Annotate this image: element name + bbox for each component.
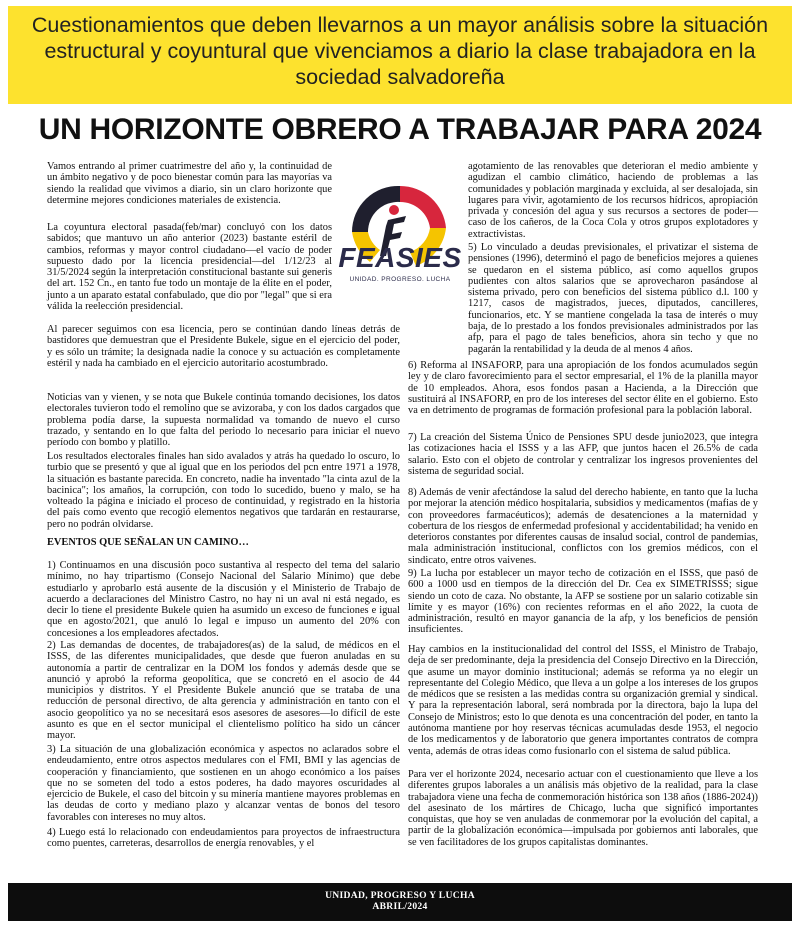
paragraph-electoral: La coyuntura electoral pasada(feb/mar) concluyó con los datos sabidos; que mantuvo un año anterior (2023) bastante estéril de cambios, reformas y mayor control ciudadano—el vacío de poder supuesto dado por la licencia presidencial—del 1/12/23 al 31/5/2024 según la interpretación constitucional bastante sui generis del art. 152 Cn., en tanto fue todo un montaje de la élite en el poder, junto a un aparato estatal confabulado, que dio por "legal" que si era válida la reelección presidencial. <box>47 222 332 313</box>
page-title: UN HORIZONTE OBRERO A TRABAJAR PARA 2024 <box>38 113 762 146</box>
paragraph-isss: Hay cambios en la institucionalidad del control del ISSS, el Ministro de Trabajo, deja de ser predominante, deja la presidencia del Consejo Directivo en la Dirección, que asume un mayor dominio institucional; además se reforma ya no elegir un representante del Colegio Médico, que lleva a un golpe a los intereses de los grupos de médicos que se resisten a las medidas contra su organización gremial y sindical. Y para la representación laboral, será nombrada por la directora, bajo la lupa del Consejo de Ministros; esto lo que denota es una concentración del poder, en tanto la autónoma mantiene por hoy reservas técnicas acumuladas desde 1953, el negocio de los medicamentos y de laboratorio que genera importantes contratos de compra venta, además de otras ideas como fusionarlo con el sistema de salud pública. <box>408 644 758 757</box>
section-heading: EVENTOS QUE SEÑALAN UN CAMINO… <box>47 537 249 548</box>
logo-tagline: UNIDAD. PROGRESO. LUCHA <box>349 276 451 283</box>
event-7: 7) La creación del Sistema Único de Pensiones SPU desde junio2023, que integra las cotizaciones hacia el ISSS y a las AFP, que juntos hacen el 26.5% de cada salario. Esto con el objeto de controlar y centralizar los ingresos provenientes del sistema de seguridad social. <box>408 432 758 477</box>
event-1: 1) Continuamos en una discusión poco sustantiva al respecto del tema del salario mínimo, no hay tripartismo (Consejo Nacional del Salario Mínimo) que debe estudiarlo y aprobarlo está ausente de la discusión y el Ministerio de Trabajo de acuerdo a declaraciones del Ministro Castro, no hay ni un aval ni está negado, es decir lo tiene el presidente Bukele quien ha asumido un exceso de funciones e igual que en agosto/2021, que anuló lo legal e impuso un aumento del 20% con concesiones a los empleadores afectados. <box>47 560 400 639</box>
header-banner <box>8 6 792 104</box>
paragraph-licencia: Al parecer seguimos con esa licencia, pero se continúan dando líneas detrás de bastidores que demuestran que el Presidente Bukele, sigue en el ejercicio del poder, y es sólo un trámite; la designada nadie la conoce y su actuación es completamente estéril y nada ha cambiado en el ejercicio autoritario acostumbrado. <box>47 324 400 369</box>
event-4: 4) Luego está lo relacionado con endeudamientos para proyectos de infraestructura como puentes, carreteras, desarrollos de energía renovables, y el <box>47 827 400 850</box>
event-2: 2) Las demandas de docentes, de trabajadores(as) de la salud, de médicos en el ISSS, de las diferentes municipalidades, que desde que fueron anuladas en su autonomía a partir de centralizar en la DOM los fondos y además desde que se anunció y aprobó la reforma geopolítica, que se concretó en el asocio de 44 municipios y distritos. Y el Presidente Bukele anunció que se trataba de una reducción de personal directivo, de alta gerencia y administración en tanto con el asocio geopolítico ya no se necesitará esos asesores de asesores—lo difícil de este asunto es que en el sector municipal el clientelismo político ha sido un cáncer mayor. <box>47 640 400 742</box>
footer-date: ABRIL/2024 <box>372 901 428 912</box>
footer-bar <box>8 883 792 921</box>
banner-text: Cuestionamientos que deben llevarnos a un mayor análisis sobre la situación estructural y coyuntural que vivenciamos a diario la clase trabajadora en la sociedad salvadoreña <box>31 13 769 89</box>
event-8: 8) Además de venir afectándose la salud del derecho habiente, en tanto que la lucha por mejorar la atención médico hospitalaria, subsidios y medicamentos (mafias de y con proveedores farmacéuticos); además de desatenciones a la maternidad y cobertura de los riesgos de enfermedad profesional y accidentabilidad; ha venido en deterioros constantes por diferentes causas de insalud social, control de pandemias, mala administración institucional, conflictos con los gremios médicos, con el sindicato, entre otros vaivenes. <box>408 487 758 566</box>
paragraph-horizonte: Para ver el horizonte 2024, necesario actuar con el cuestionamiento que lleve a los diferentes grupos laborales a un análisis más objetivo de la realidad, para la clase trabajadora viene una fecha de conmemoración histórica son 138 años (1886-2024)) del asesinato de los mártires de Chicago, lucha que significó importantes conquistas, que hoy se ven anuladas de conmemorar por la evolución del capital, a partir de la globalización económica—impulsada por gobiernos anti laborales, que se ven facilitadores de los grupos capitalistas dominantes. <box>408 769 758 848</box>
event-9: 9) La lucha por establecer un mayor techo de cotización en el ISSS, que pasó de 600 a 1000 usd en tiempos de la dirección del Dr. Cea ex SIMETRISSS; sigue siendo un coto de caza. No obstante, la AFP se sostiene por un salario cotizable sin límite y es mayor (16%) con recientes reformas en el año 2022, la cuota de administración, resultó en mayor ganancia de la afp, y los beneficios de pensión insuficientes. <box>408 568 758 636</box>
event-5: 5) Lo vinculado a deudas previsionales, el privatizar el sistema de pensiones (1996), determinó el pago de beneficios mejores a quienes se quedaron en el sistema público, así como aquellos grupos pudientes con altos salarios que se aprovecharon pasándose al sistema privado, pero con beneficios del sistema público d.l. 100 y 1217, casos de magistrados, jueces, diputados, cancilleres, funcionarios, etc. Y se mantiene congelada la tasa de interés o muy baja, de lo prestado a los fondos previsionales administrados por las afp, para el pago de tales beneficios, ahora sin techo y que no pagarán la rentabilidad y la deuda de al menos 4 años. <box>468 242 758 355</box>
paragraph-noticias: Noticias van y vienen, y se nota que Bukele continúa tomando decisiones, los datos electorales tuvieron todo el remolino que se avizoraba, y con los dados cargados que problema podía darse, la supuesta normalidad va tomando de nuevo el curso trazado, y sentando en lo que falta del periodo lo necesario para iniciar el nuevo período con bombo y platillo. <box>47 392 400 449</box>
event-4-continued: agotamiento de las renovables que deterioran el medio ambiente y agudizan el cambio climático, haciendo de problemas a las comunidades y población marginada y excluida, al ser desalojada, sin lugares para vivir, agotamiento de los recursos hídricos, apropiación privada y concesión del agua y sus recursos a sectores de poder—caso de los cañeros, de la Coca Cola y otros grupos explotadores y extractivistas. <box>468 161 758 240</box>
feasies-logo <box>330 170 470 292</box>
paragraph-intro: Vamos entrando al primer cuatrimestre del año y, la continuidad de un ámbito negativo y de poco bienestar común para las mayorías va siendo la realidad que vivimos a diario, sin un claro horizonte que determine mejores condiciones materiales de existencia. <box>47 161 332 206</box>
logo-name: FEASIES <box>338 242 462 273</box>
event-6: 6) Reforma al INSAFORP, para una apropiación de los fondos acumulados según ley y de claro favorecimiento para el sector empresarial, el 1% de la planilla mayor de 10 empleados. Ahora, esos fondos pasan a Hacienda, a la Dirección que sustituirá al INSAFORP, en pro de los intereses del sector élite en el gobierno. Esto va en detrimento de programas de formación profesional para la población laboral. <box>408 360 758 417</box>
event-3: 3) La situación de una globalización económica y aspectos no aclarados sobre el endeudamiento, entre otros aspectos medulares con el FMI, BMI y las agencias de cooperación y financiamiento, que sostienen en un ahogo económico a los países que no se someten del todo a estos poderes, ha dado mayores oscuridades al ejercicio de Bukele, el caso del bitcoin y su minería mantiene mayores problemas en las deudas de corto y mediano plazo y alcanzar ventas de bonos del tesoro favorables con intereses no muy altos. <box>47 744 400 823</box>
footer-slogan: UNIDAD, PROGRESO Y LUCHA <box>325 890 475 901</box>
paragraph-resultados: Los resultados electorales finales han sido avalados y atrás ha quedado lo oscuro, lo turbio que se presentó y que al igual que en los periodos del pcn entre 1971 a 1978, la situación es bastante parecida. En concreto, nadie ha inventado "la cinta azul de la bacinica"; los amaños, la corrupción, con todo lo sucedido, bueno y malo, se ha volteado la página e iniciado el proceso de continuidad, y registrado en la historia del país como evento que recogió elementos negativos que tardarán en restaurarse, pero no podrán olvidarse. <box>47 451 400 530</box>
